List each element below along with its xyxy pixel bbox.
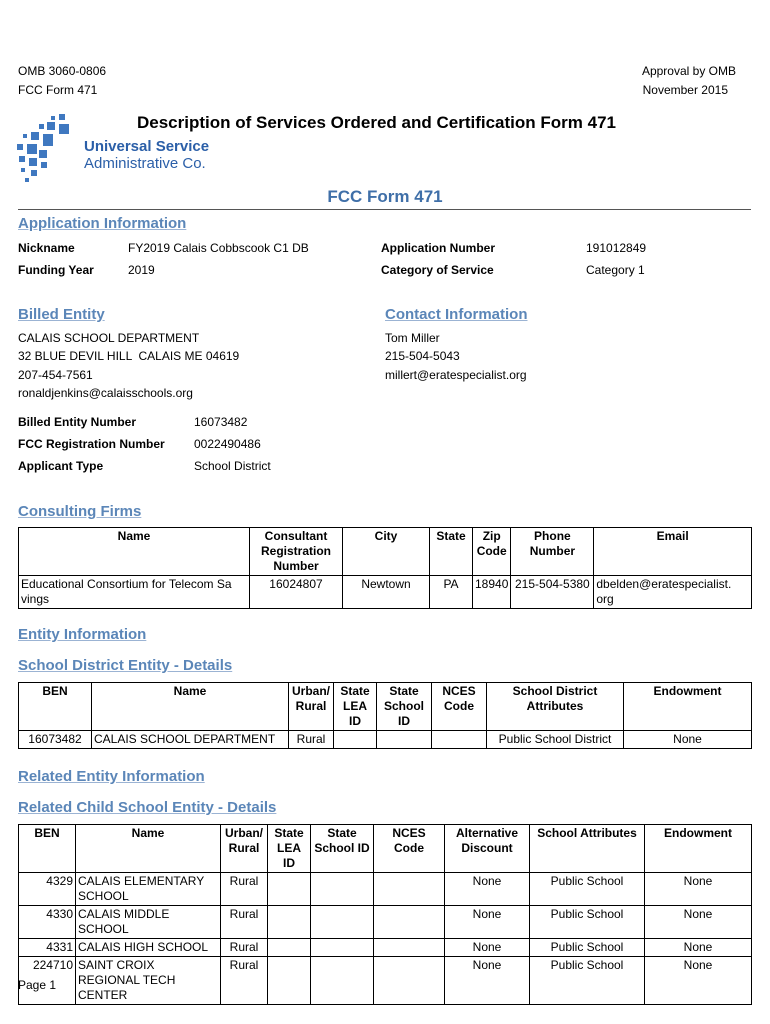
billed-entity-phone: 207-454-7561 bbox=[18, 368, 93, 382]
logo-line-2: Administrative Co. bbox=[84, 155, 206, 172]
cell: CALAIS HIGH SCHOOL bbox=[76, 939, 221, 957]
table-header-row bbox=[19, 528, 752, 576]
cell: Rural bbox=[221, 957, 268, 1005]
col-school-attributes: School Attributes bbox=[530, 825, 645, 873]
col-urban-rural: Urban/ Rural bbox=[221, 825, 268, 873]
col-nces: NCES Code bbox=[374, 825, 445, 873]
col-name: Name bbox=[92, 683, 289, 731]
cell: SAINT CROIX REGIONAL TECH CENTER bbox=[76, 957, 221, 1005]
category-label: Category of Service bbox=[381, 263, 494, 277]
cell bbox=[268, 906, 311, 939]
omb-number: OMB 3060-0806 bbox=[18, 64, 107, 78]
cell bbox=[374, 939, 445, 957]
cell: Public School bbox=[530, 939, 645, 957]
col-school-id: State School ID bbox=[311, 825, 374, 873]
application-number-value: 191012849 bbox=[586, 241, 647, 255]
col-city: City bbox=[343, 528, 430, 576]
related-rows bbox=[19, 873, 752, 1005]
contact-name: Tom Miller bbox=[385, 331, 440, 345]
cell: Educational Consortium for Telecom Sa vings bbox=[19, 576, 250, 609]
cell: 16073482 bbox=[19, 731, 92, 749]
usac-logo-icon bbox=[17, 114, 79, 186]
col-endowment: Endowment bbox=[645, 825, 752, 873]
applicant-type-label: Applicant Type bbox=[18, 459, 104, 473]
page-number: Page 1 bbox=[18, 978, 57, 992]
cell: None bbox=[645, 906, 752, 939]
col-name: Name bbox=[76, 825, 221, 873]
cell: Rural bbox=[289, 731, 334, 749]
cell: Public School District bbox=[487, 731, 624, 749]
table-header-row bbox=[19, 825, 752, 873]
approval-label: Approval by OMB bbox=[641, 64, 736, 78]
col-alt-discount: Alternative Discount bbox=[445, 825, 530, 873]
table-header-row bbox=[19, 683, 752, 731]
table-row bbox=[19, 873, 752, 906]
cell: None bbox=[645, 939, 752, 957]
cell: Newtown bbox=[343, 576, 430, 609]
cell bbox=[334, 731, 377, 749]
cell: None bbox=[445, 957, 530, 1005]
col-nces: NCES Code bbox=[432, 683, 487, 731]
fcc-registration-number: 0022490486 bbox=[194, 437, 261, 451]
contact-email: millert@eratespecialist.org bbox=[385, 368, 527, 382]
category-value: Category 1 bbox=[586, 263, 645, 277]
applicant-type: School District bbox=[194, 459, 271, 473]
entity-heading: Entity Information bbox=[18, 626, 147, 643]
table-row bbox=[19, 939, 752, 957]
cell: None bbox=[445, 939, 530, 957]
cell bbox=[268, 939, 311, 957]
col-ben: BEN bbox=[19, 825, 76, 873]
cell: 224710 bbox=[19, 957, 76, 1005]
col-name: Name bbox=[19, 528, 250, 576]
cell: 4331 bbox=[19, 939, 76, 957]
cell bbox=[311, 939, 374, 957]
contact-heading: Contact Information bbox=[385, 306, 528, 323]
school-district-heading: School District Entity - Details bbox=[18, 657, 233, 674]
cell: 16024807 bbox=[250, 576, 343, 609]
form-label: FCC Form 471 bbox=[18, 83, 98, 97]
table-row bbox=[19, 906, 752, 939]
cell: CALAIS SCHOOL DEPARTMENT bbox=[92, 731, 289, 749]
cell bbox=[374, 873, 445, 906]
related-heading: Related Entity Information bbox=[18, 768, 205, 785]
cell: Rural bbox=[221, 873, 268, 906]
cell: CALAIS MIDDLE SCHOOL bbox=[76, 906, 221, 939]
cell: None bbox=[645, 957, 752, 1005]
form-title: FCC Form 471 bbox=[327, 187, 443, 206]
consulting-table bbox=[18, 527, 752, 609]
col-email: Email bbox=[594, 528, 752, 576]
consulting-heading: Consulting Firms bbox=[18, 503, 142, 520]
cell bbox=[311, 906, 374, 939]
cell: Public School bbox=[530, 957, 645, 1005]
billed-entity-address: 32 BLUE DEVIL HILL CALAIS ME 04619 bbox=[18, 349, 240, 363]
col-school-id: State School ID bbox=[377, 683, 432, 731]
school-district-table bbox=[18, 682, 752, 749]
col-zip: Zip Code bbox=[473, 528, 511, 576]
contact-phone: 215-504-5043 bbox=[385, 349, 460, 363]
billed-entity-heading: Billed Entity bbox=[18, 306, 105, 323]
cell bbox=[311, 957, 374, 1005]
cell bbox=[268, 873, 311, 906]
table-row bbox=[19, 576, 752, 609]
col-ben: BEN bbox=[19, 683, 92, 731]
cell: 4329 bbox=[19, 873, 76, 906]
related-child-table bbox=[18, 824, 752, 1005]
cell: Public School bbox=[530, 873, 645, 906]
cell: 18940 bbox=[473, 576, 511, 609]
table-row bbox=[19, 731, 752, 749]
cell: Public School bbox=[530, 906, 645, 939]
table-row bbox=[19, 957, 752, 1005]
col-attributes: School District Attributes bbox=[487, 683, 624, 731]
cell: Rural bbox=[221, 906, 268, 939]
application-heading: Application Information bbox=[18, 215, 187, 232]
logo-line-1: Universal Service bbox=[84, 138, 210, 155]
col-state: State bbox=[430, 528, 473, 576]
cell bbox=[377, 731, 432, 749]
cell bbox=[432, 731, 487, 749]
page-title: Description of Services Ordered and Certification Form 471 bbox=[137, 113, 616, 132]
cell: None bbox=[445, 873, 530, 906]
funding-year-label: Funding Year bbox=[18, 263, 94, 277]
cell bbox=[268, 957, 311, 1005]
application-number-label: Application Number bbox=[381, 241, 496, 255]
cell: dbelden@eratespecialist. org bbox=[594, 576, 752, 609]
billed-entity-number: 16073482 bbox=[194, 415, 248, 429]
cell: None bbox=[445, 906, 530, 939]
cell bbox=[374, 906, 445, 939]
cell bbox=[311, 873, 374, 906]
col-lea-id: State LEA ID bbox=[334, 683, 377, 731]
cell: None bbox=[645, 873, 752, 906]
funding-year-value: 2019 bbox=[128, 263, 155, 277]
related-child-heading: Related Child School Entity - Details bbox=[18, 799, 277, 816]
divider bbox=[18, 209, 751, 210]
nickname-label: Nickname bbox=[18, 241, 75, 255]
billed-entity-email: ronaldjenkins@calaisschools.org bbox=[18, 386, 193, 400]
billed-entity-number-label: Billed Entity Number bbox=[18, 415, 137, 429]
cell: Rural bbox=[221, 939, 268, 957]
cell: CALAIS ELEMENTARY SCHOOL bbox=[76, 873, 221, 906]
col-phone: Phone Number bbox=[511, 528, 594, 576]
cell: PA bbox=[430, 576, 473, 609]
cell: None bbox=[624, 731, 752, 749]
col-registration: Consultant Registration Number bbox=[250, 528, 343, 576]
cell bbox=[374, 957, 445, 1005]
cell: 4330 bbox=[19, 906, 76, 939]
approval-date: November 2015 bbox=[642, 83, 728, 97]
col-urban-rural: Urban/ Rural bbox=[289, 683, 334, 731]
col-endowment: Endowment bbox=[624, 683, 752, 731]
billed-entity-name: CALAIS SCHOOL DEPARTMENT bbox=[18, 331, 200, 345]
nickname-value: FY2019 Calais Cobbscook C1 DB bbox=[128, 241, 309, 255]
col-lea-id: State LEA ID bbox=[268, 825, 311, 873]
cell: 215-504-5380 bbox=[511, 576, 594, 609]
fcc-registration-label: FCC Registration Number bbox=[18, 437, 165, 451]
